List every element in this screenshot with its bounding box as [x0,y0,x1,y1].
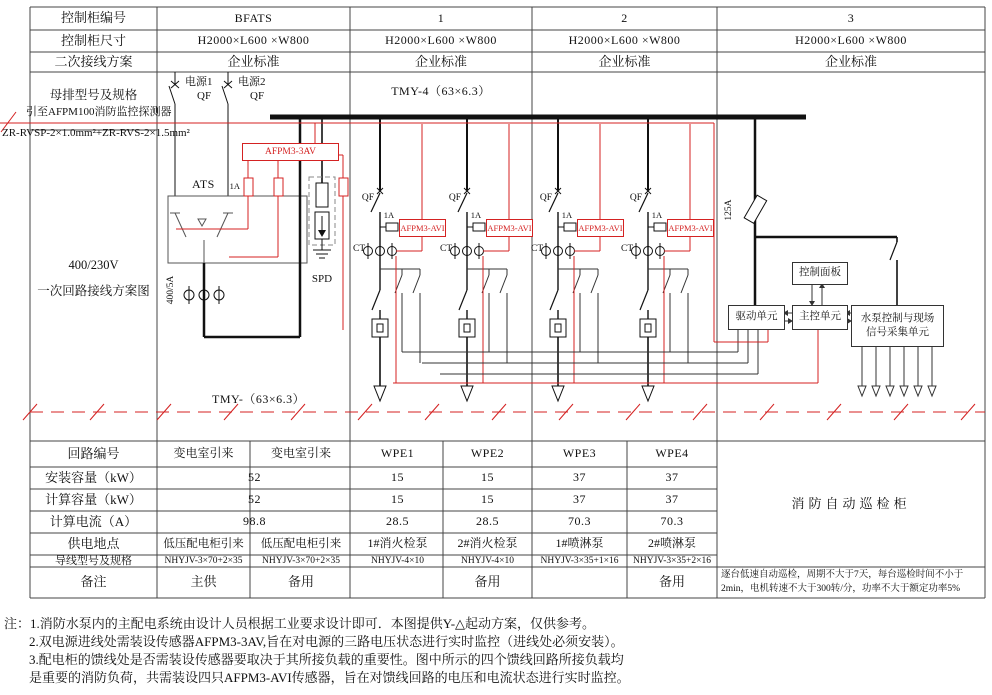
feeder-ct-label: CT [621,244,634,255]
section-voltage-label: 400/230V [68,258,119,273]
signal-arrows [862,345,932,386]
supply-cell: 低压配电柜引来 [260,537,342,550]
cabinet-id: 3 [847,10,855,25]
cabinet-scheme: 企业标准 [227,53,280,69]
busbar-spec: TMY-4（63×6.3） [391,84,491,99]
feeder-ct-label: CT [440,244,453,255]
feeder-sensor-box: AFPM3-AVI [577,219,624,237]
circuit-cell: 变电室引来 [270,446,331,461]
capacity-cell: 52 [248,470,261,485]
source1-label: 电源1 [185,76,213,89]
current-cell: 98.8 [243,514,266,529]
bottom-bus-spec: TMY-（63×6.3） [212,391,306,406]
detector-note: 引至AFPM100消防监控探测器 [26,105,172,118]
feeder-sensor-box: AFPM3-AVI [667,219,714,237]
capacity-cell: 15 [391,470,404,485]
inspection-remark-line2: 2min，电机转速不大于300转/分，功率不大于额定功率5% [721,584,961,594]
row-label-secondary-scheme: 二次接线方案 [54,53,133,69]
source1-qf-label: QF [197,90,212,103]
circuit-cell: 变电室引来 [173,446,234,461]
section-title-label: 一次回路接线方案图 [37,284,150,299]
inspection-cabinet-label: 消防自动巡检柜 [791,495,911,511]
cabinet-id: BFATS [234,10,273,25]
note-line-1: 注：1.消防水泵内的主配电系统由设计人员根据工业要求设计即可．本图提供Y-△起动方案，仅供参考。 [4,615,596,631]
current-cell: 70.3 [568,514,591,529]
remark-cell [352,567,443,598]
circuit-cell: WPE4 [655,446,689,461]
supply-cell: 2#消火检泵 [457,536,518,551]
feeder-fuse-label: 1A [651,209,663,220]
remark-cell: 主供 [190,574,217,590]
inspection-branch [402,118,936,396]
capacity-cell: 37 [573,470,586,485]
feeder-ct-label: CT [531,244,544,255]
feeder-fuse-label: 1A [470,209,482,220]
pump-control-unit-box [851,305,944,347]
wire-cell: NHYJV-3×70+2×35 [164,555,243,566]
wire-cell: NHYJV-3×35+2×16 [632,555,711,566]
inspection-remark-line1: 逐台低速自动巡检，周期不大于7天，每台巡检时间不小于 [721,570,964,580]
wire-cell: NHYJV-3×35+1×16 [540,555,619,566]
pump-control-line2: 信号采集单元 [866,327,929,338]
remark-cell: 备用 [474,574,501,590]
capacity-cell: 15 [481,470,494,485]
remark-cell [532,567,627,598]
ats-label: ATS [192,176,215,191]
spd-branch [309,119,335,258]
supply-cell: 低压配电柜引来 [163,537,244,550]
wire-cell: NHYJV-3×70+2×35 [261,555,340,566]
row-label-cabinet-size: 控制柜尺寸 [60,32,126,48]
note-line-3: 3.配电柜的馈线处是否需装设传感器要取决于其所接负载的重要性。图中所示的四个馈线回路所接负载均 [29,651,624,667]
supply-cell: 2#喷淋泵 [647,536,696,551]
incoming-fuse-label: 1A [229,181,240,192]
note-line-2: 2.双电源进线处需装设传感器AFPM3-3AV,旨在对电源的三路电压状态进行实时监控（进线处必须安装）。 [29,633,624,649]
remark-cell: 备用 [658,574,685,590]
ct-ratio-label: 400/5A [165,275,176,305]
wire-cell: NHYJV-4×10 [370,555,425,566]
capacity-cell: 37 [665,492,679,507]
capacity-cell: 37 [665,470,679,485]
feeder-ct-label: CT [353,244,366,255]
feeder-qf-label: QF [361,193,374,204]
cabinet-size: H2000×L600 ×W800 [385,33,497,48]
circuit-cell: WPE1 [380,446,415,461]
cabinet-size: H2000×L600 ×W800 [197,33,310,48]
spd-label: SPD [311,272,333,285]
feeder-qf-label: QF [629,193,642,204]
capacity-cell: 52 [248,492,261,507]
note-line-4: 是重要的消防负荷，共需装设四只AFPM3-AVI传感器，旨在对馈线回路的电压和电流状态进行实时监控。 [29,669,630,685]
feeder-qf-label: QF [448,193,461,204]
row-label-wire-spec: 导线型号及规格 [55,554,132,567]
inspection-remark [721,568,983,597]
remark-cell: 备用 [287,574,314,590]
supply-cell: 1#喷淋泵 [555,536,604,551]
incoming-sensor-box: AFPM3-3AV [242,143,339,161]
detector-cable-spec: ZR-RVSP-2×1.0mm²+ZR-RVS-2×1.5mm² [2,127,190,140]
feeder-qf-label: QF [539,193,552,204]
main-control-unit-box: 主控单元 [792,305,848,330]
row-label-cabinet-no: 控制柜编号 [60,10,126,26]
current-cell: 28.5 [476,514,499,529]
cabinet-scheme: 企业标准 [598,53,651,69]
feeder-fuse-label: 1A [383,209,395,220]
row-label-remark: 备注 [80,574,107,590]
cabinet-size: H2000×L600 ×W800 [568,33,681,48]
current-cell: 28.5 [386,514,409,529]
cabinet-size: H2000×L600 ×W800 [795,33,907,48]
row-label-calc-current: 计算电流（A） [49,513,138,529]
wire-cell: NHYJV-4×10 [460,555,515,566]
capacity-cell: 15 [391,492,404,507]
inspection-fuse-label: 125A [723,199,734,221]
pump-control-line1: 水泵控制与现场 [860,312,935,324]
cabinet-scheme: 企业标准 [414,53,467,69]
circuit-cell: WPE2 [470,446,505,461]
ats-incoming-section [168,72,307,337]
supply-cell: 1#消火检泵 [367,536,428,551]
feeder-sensor-box: AFPM3-AVI [399,219,446,237]
circuit-cell: WPE3 [562,446,597,461]
row-label-calc-capacity: 计算容量（kW） [45,491,142,507]
capacity-cell: 37 [573,492,586,507]
drive-unit-box: 驱动单元 [728,305,785,330]
current-cell: 70.3 [660,514,684,529]
source2-qf-label: QF [250,90,265,103]
feeder-sensor-box: AFPM3-AVI [486,219,533,237]
row-label-busbar-spec: 母排型号及规格 [49,88,138,103]
row-label-circuit-no: 回路编号 [67,445,120,461]
cabinet-id: 1 [437,10,445,25]
feeder-fuse-label: 1A [561,209,573,220]
capacity-cell: 15 [481,492,494,507]
row-label-installed-capacity: 安装容量（kW） [45,469,142,485]
source2-label: 电源2 [238,76,266,89]
control-panel-box: 控制面板 [792,262,848,285]
cabinet-scheme: 企业标准 [824,53,877,69]
row-label-supply-point: 供电地点 [67,535,120,551]
cabinet-id: 2 [621,10,628,25]
